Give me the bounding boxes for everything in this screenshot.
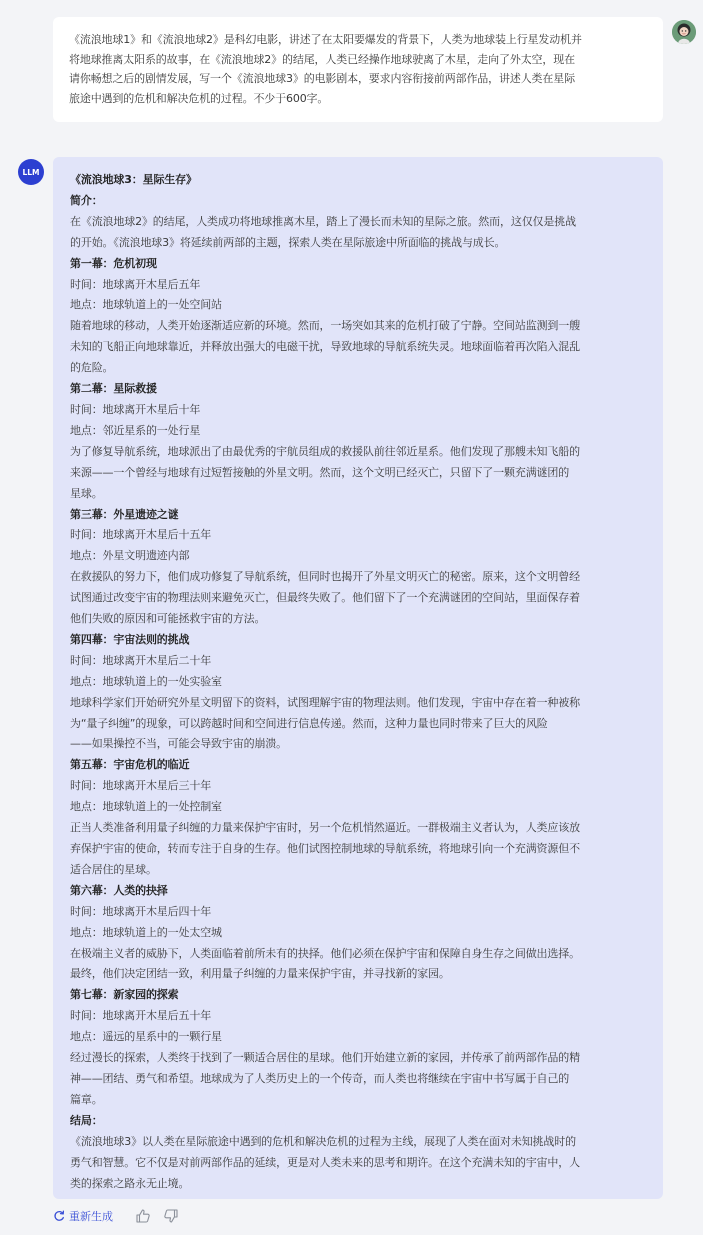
thumbs-down-icon: [163, 1208, 179, 1224]
section-heading: 简介：: [70, 193, 103, 207]
paragraph-line: 在救援队的努力下，他们成功修复了导航系统，但同时也揭开了外星文明灭亡的秘密。原来，这个文明曾经: [70, 570, 580, 584]
paragraph-line: 时间：地球离开木星后五十年: [70, 1009, 212, 1023]
section-heading: 《流浪地球3：星际生存》: [70, 173, 197, 186]
assistant-message-bubble: [53, 157, 663, 1199]
paragraph-line: 时间：地球离开木星后十年: [70, 402, 201, 416]
paragraph-line: 篇章。: [70, 1092, 103, 1106]
section-heading: 第六幕：人类的抉择: [70, 883, 168, 897]
paragraph-line: 经过漫长的探索，人类终于找到了一颗适合居住的星球。他们开始建立新的家园，并传承了前两部作品的精: [70, 1051, 580, 1065]
section-heading: 第四幕：宇宙法则的挑战: [70, 632, 190, 646]
paragraph-line: 类的探索之路永无止境。: [70, 1176, 190, 1190]
paragraph-line: 地点：外星文明遗迹内部: [70, 549, 190, 563]
paragraph-line: 的危险。: [70, 361, 114, 375]
user-message-line: 请你畅想之后的剧情发展，写一个《流浪地球3》的电影剧本，要求内容衔接前两部作品，讲述人类在星际: [69, 72, 575, 85]
paragraph-line: 为“量子纠缠”的现象，可以跨越时间和空间进行信息传递。然而，这种力量也同时带来了巨大的风险: [70, 716, 548, 730]
section-heading: 第五幕：宇宙危机的临近: [70, 758, 190, 772]
paragraph-line: 时间：地球离开木星后四十年: [70, 904, 212, 918]
paragraph-line: 在《流浪地球2》的结尾，人类成功将地球推离木星，踏上了漫长而未知的星际之旅。然而，这仅仅是挑战: [70, 214, 576, 228]
regenerate-button[interactable]: [53, 1208, 113, 1224]
llm-avatar-label: LLM: [22, 167, 40, 177]
paragraph-line: 时间：地球离开木星后五年: [70, 277, 201, 291]
paragraph-line: 地球科学家们开始研究外星文明留下的资料，试图理解宇宙的物理法则。他们发现，宇宙中存在着一种被称: [70, 695, 580, 709]
section-heading: 第一幕：危机初现: [70, 256, 157, 270]
thumbs-down-button[interactable]: [163, 1208, 179, 1224]
section-heading: 结局：: [70, 1113, 103, 1127]
paragraph-line: 来源——一个曾经与地球有过短暂接触的外星文明。然而，这个文明已经灭亡，只留下了一颗充满谜团的: [70, 465, 570, 479]
paragraph-line: 勇气和智慧。它不仅是对前两部作品的延续，更是对人类未来的思考和期许。在这个充满未知的宇宙中，人: [70, 1155, 580, 1169]
paragraph-line: 神——团结、勇气和希望。地球成为了人类历史上的一个传奇，而人类也将继续在宇宙中书写属于自己的: [70, 1071, 570, 1085]
paragraph-line: 正当人类准备利用量子纠缠的力量来保护宇宙时，另一个危机悄然逼近。一群极端主义者认为，人类应该放: [70, 821, 580, 835]
paragraph-line: 为了修复导航系统，地球派出了由最优秀的宇航员组成的救援队前往邻近星系。他们发现了那艘未知飞船的: [70, 444, 580, 458]
user-message-line: 将地球推离太阳系的故事，在《流浪地球2》的结尾，人类已经操作地球驶离了木星，走向了外太空，现在: [69, 52, 575, 66]
paragraph-line: 时间：地球离开木星后十五年: [70, 528, 212, 542]
user-message-line: 《流浪地球1》和《流浪地球2》是科幻电影，讲述了在太阳要爆发的背景下，人类为地球装上行星发动机并: [69, 33, 582, 46]
section-heading: 第七幕：新家园的探索: [70, 988, 179, 1002]
paragraph-line: 随着地球的移动，人类开始逐渐适应新的环境。然而，一场突如其来的危机打破了宁静。空间站监测到一艘: [70, 319, 580, 333]
paragraph-line: 适合居住的星球。: [70, 862, 157, 876]
paragraph-line: 时间：地球离开木星后二十年: [70, 653, 212, 667]
paragraph-line: ——如果操控不当，可能会导致宇宙的崩溃。: [70, 737, 287, 751]
paragraph-line: 弃保护宇宙的使命，转而专注于自身的生存。他们试图控制地球的导航系统，将地球引向一个充满资源但不: [70, 842, 580, 855]
paragraph-line: 未知的飞船正向地球靠近，并释放出强大的电磁干扰，导致地球的导航系统失灵。地球面临着再次陷入混乱: [70, 340, 580, 354]
paragraph-line: 最终，他们决定团结一致，利用量子纠缠的力量来保护宇宙，并寻找新的家园。: [70, 967, 450, 981]
user-avatar: [672, 20, 696, 44]
section-heading: 第三幕：外星遗迹之谜: [70, 507, 179, 521]
paragraph-line: 地点：邻近星系的一处行星: [70, 423, 201, 437]
user-message-line: 旅途中遇到的危机和解决危机的过程。不少于600字。: [69, 91, 329, 105]
user-avatar-image: [672, 20, 696, 44]
thumbs-up-icon: [135, 1208, 151, 1224]
paragraph-line: 《流浪地球3》以人类在星际旅途中遇到的危机和解决危机的过程为主线，展现了人类在面对未知挑战时的: [70, 1134, 576, 1148]
paragraph-line: 时间：地球离开木星后三十年: [70, 779, 212, 793]
paragraph-line: 地点：地球轨道上的一处实验室: [70, 674, 222, 688]
paragraph-line: 在极端主义者的威胁下，人类面临着前所未有的抉择。他们必须在保护宇宙和保障自身生存之间做出选择。: [70, 946, 580, 960]
section-heading: 第二幕：星际救援: [70, 382, 157, 396]
paragraph-line: 地点：地球轨道上的一处控制室: [70, 800, 222, 814]
paragraph-line: 地点：地球轨道上的一处空间站: [70, 298, 222, 312]
paragraph-line: 的开始。《流浪地球3》将延续前两部的主题，探索人类在星际旅途中所面临的挑战与成长。: [70, 235, 506, 249]
thumbs-up-button[interactable]: [135, 1208, 151, 1224]
message-actions: [53, 1206, 179, 1226]
paragraph-line: 他们失败的原因和可能拯救宇宙的方法。: [70, 612, 266, 626]
paragraph-line: 地点：遥远的星系中的一颗行星: [70, 1030, 222, 1044]
llm-avatar: [18, 159, 44, 185]
user-message-bubble: [53, 17, 663, 122]
regenerate-label: 重新生成: [69, 1210, 113, 1223]
paragraph-line: 试图通过改变宇宙的物理法则来避免灭亡，但最终失败了。他们留下了一个充满谜团的空间站，里面保存着: [70, 591, 580, 605]
paragraph-line: 星球。: [70, 486, 103, 500]
refresh-icon: [53, 1210, 65, 1222]
paragraph-line: 地点：地球轨道上的一处太空城: [70, 925, 222, 939]
